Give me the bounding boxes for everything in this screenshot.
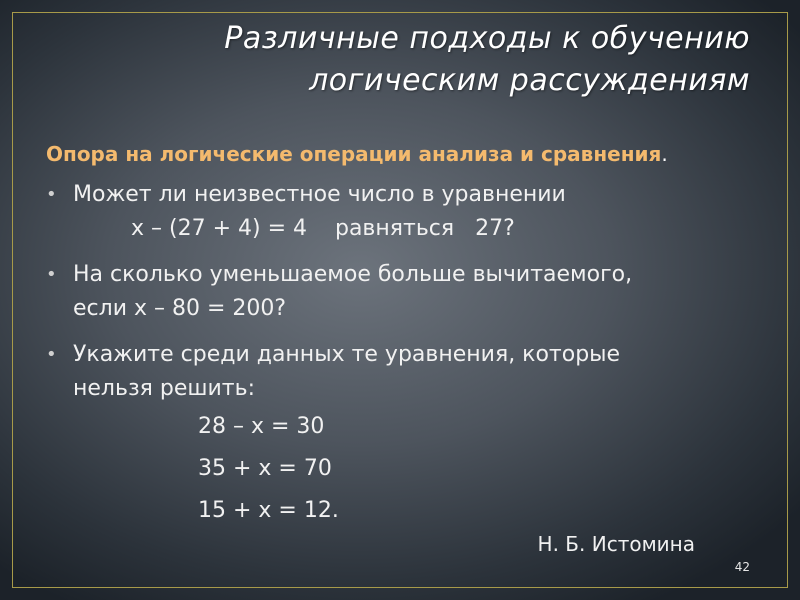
equation-3: 15 + x = 12. bbox=[198, 498, 339, 523]
slide-title-line-2: логическим рассуждениям bbox=[309, 63, 750, 98]
bullet-dot-icon: • bbox=[46, 184, 57, 205]
bullet-3-line-1: Укажите среди данных те уравнения, которые bbox=[73, 342, 621, 367]
bullet-2-line-1: На сколько уменьшаемое больше вычитаемого, bbox=[73, 262, 633, 287]
bullet-1-text: Может ли неизвестное число в уравнении bbox=[73, 182, 566, 207]
slide-title-line-1: Различные подходы к обучению bbox=[224, 21, 750, 56]
slide-title bbox=[110, 18, 750, 102]
equation-2: 35 + x = 70 bbox=[198, 456, 332, 481]
bullet-1-equation: x – (27 + 4) = 4 равняться 27? bbox=[131, 216, 515, 241]
subheading-accent-text: Опора на логические операции анализа и сравнения bbox=[46, 142, 662, 166]
bullet-item-1 bbox=[46, 178, 746, 212]
slide-content bbox=[46, 178, 746, 532]
subheading bbox=[46, 142, 668, 166]
bullet-3-line-2: нельзя решить: bbox=[73, 376, 255, 401]
subheading-period: . bbox=[661, 142, 668, 166]
bullet-dot-icon: • bbox=[46, 344, 57, 365]
author-attribution: Н. Б. Истомина bbox=[537, 532, 695, 556]
bullet-item-2 bbox=[46, 258, 746, 326]
bullet-item-3 bbox=[46, 338, 746, 406]
bullet-dot-icon: • bbox=[46, 264, 57, 285]
equation-1: 28 – x = 30 bbox=[198, 414, 325, 439]
page-number: 42 bbox=[734, 560, 750, 574]
bullet-2-line-2: если x – 80 = 200? bbox=[73, 296, 287, 321]
